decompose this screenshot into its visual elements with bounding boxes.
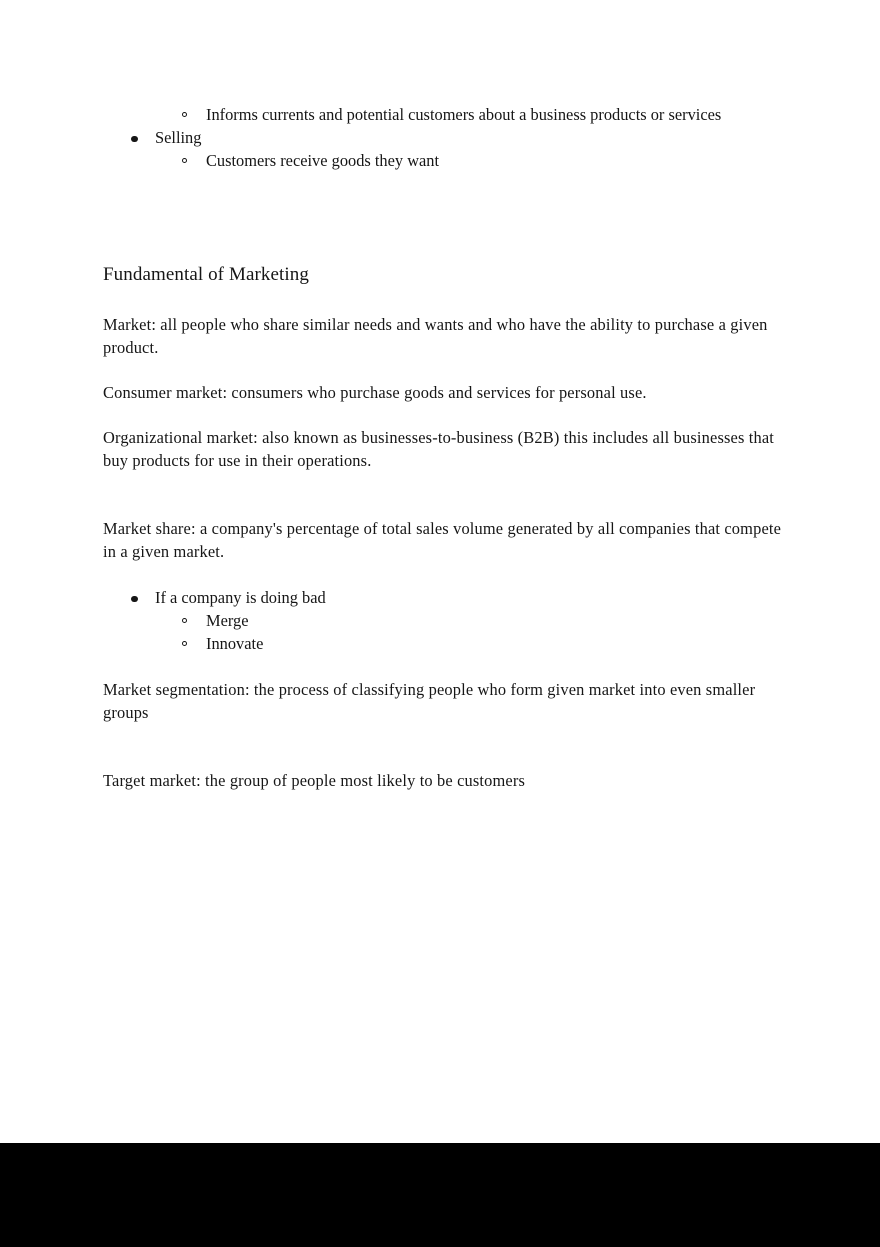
list-item-label: If a company is doing bad: [155, 588, 326, 607]
continued-list-section: [103, 103, 793, 172]
definition-consumer-market: Consumer market: consumers who purchase goods and services for personal use.: [103, 383, 647, 402]
definition-market-share-block: [103, 517, 793, 563]
doing-bad-sublist: [103, 609, 793, 655]
definition-consumer-market-block: [103, 381, 793, 404]
selling-sublist: [103, 149, 793, 172]
doing-bad-list: [103, 586, 793, 609]
hollow-circle-bullet-icon: [182, 641, 187, 646]
selling-list: [103, 126, 793, 149]
definition-target-market-block: [103, 769, 793, 792]
page-title: Fundamental of Marketing: [103, 264, 309, 285]
definition-organizational-market-block: [103, 426, 793, 472]
section-heading-block: [103, 263, 793, 287]
list-item-label: Merge: [206, 611, 249, 630]
definition-market-share: Market share: a company's percentage of total sales volume generated by all companies that compete in a given market.: [103, 519, 782, 561]
list-item: [103, 149, 793, 172]
definition-organizational-market: Organizational market: also known as businesses-to-business (B2B) this includes all businesses that buy products for use in their operations.: [103, 428, 775, 470]
bottom-black-band: [0, 1143, 880, 1247]
doing-bad-list-section: [103, 586, 793, 655]
definition-market-segmentation: Market segmentation: the process of classifying people who form given market into even smaller groups: [103, 680, 756, 722]
definition-market-block: [103, 313, 793, 359]
list-item: [103, 126, 793, 149]
hollow-circle-bullet-icon: [182, 158, 187, 163]
list-item-label: Customers receive goods they want: [206, 151, 440, 170]
list-item: [103, 586, 793, 609]
hollow-circle-bullet-icon: [182, 618, 187, 623]
list-item-label: Informs currents and potential customers about a business products or services: [206, 105, 722, 124]
list-item: [103, 632, 793, 655]
list-item-label: Selling: [155, 128, 202, 147]
definition-market-segmentation-block: [103, 678, 793, 724]
hollow-circle-bullet-icon: [182, 112, 187, 117]
continued-sublist: [103, 103, 793, 126]
definition-market: Market: all people who share similar needs and wants and who have the ability to purchase a given product.: [103, 315, 768, 357]
list-item: [103, 103, 793, 126]
definition-target-market: Target market: the group of people most likely to be customers: [103, 771, 526, 790]
disc-bullet-icon: [131, 136, 138, 143]
list-item: [103, 609, 793, 632]
disc-bullet-icon: [131, 596, 138, 603]
list-item-label: Innovate: [206, 634, 264, 653]
